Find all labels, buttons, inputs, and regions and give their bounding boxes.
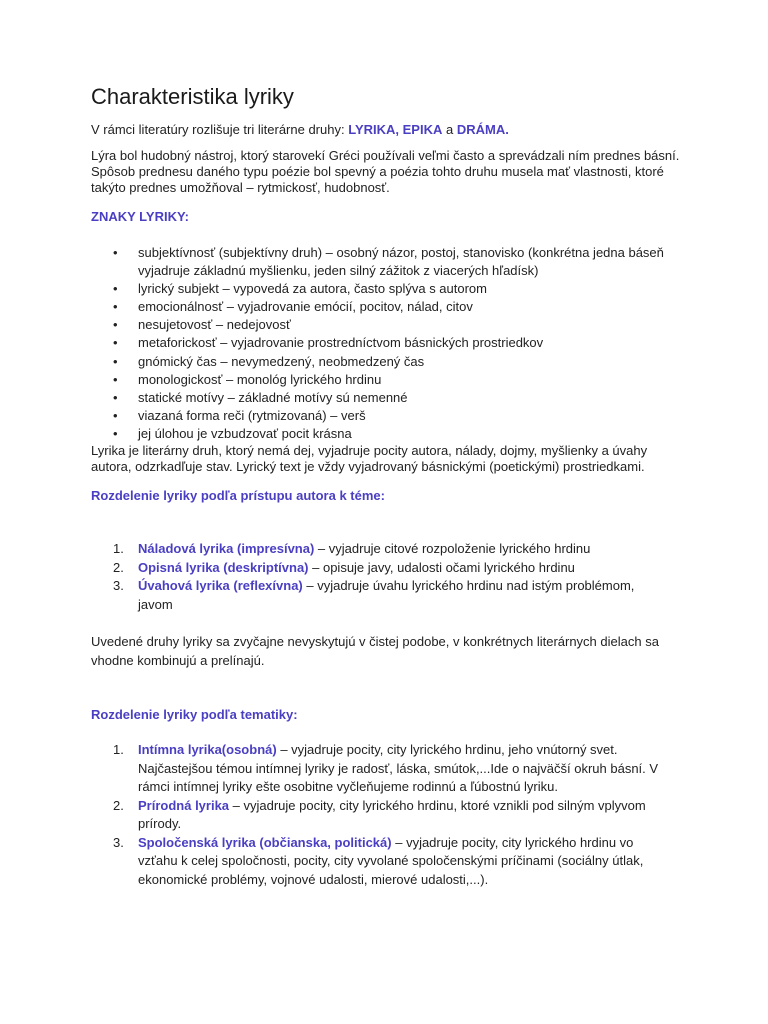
intro-term-lyrika-epika: LYRIKA, EPIKA bbox=[348, 122, 443, 137]
list-text: – vyjadruje pocity, city lyrického hrdinu vo vzťahu k celej spoločnosti, pocity, city vyvolané spoločenskými príčinami (sociálny útlak, ekonomické problémy, vojnové udalosti, mierové udalosti,...). bbox=[138, 834, 644, 887]
lyra-paragraph: Lýra bol hudobný nástroj, ktorý starovekí Gréci používali veľmi často a sprevádzali ním prednes básní. Spôsob prednesu daného typu poézie bol spevný a poézia tohto druhu musela mať vlastnosti, ktoré takýto prednes umožňoval – rytmickosť, hudobnosť. bbox=[91, 148, 680, 195]
list-number: 2. bbox=[113, 797, 124, 813]
lyrika-definition-paragraph: Lyrika je literárny druh, ktorý nemá dej, vyjadruje pocity autora, nálady, dojmy, myšlienky a úvahy autora, odzrkadľuje stav. Lyrický text je vždy vyjadrovaný básnickými (poetickými) prostriedkami. bbox=[91, 443, 648, 474]
approach-list bbox=[113, 540, 669, 614]
signs-list bbox=[113, 244, 673, 443]
approach-heading: Rozdelenie lyriky podľa prístupu autora k téme: bbox=[91, 488, 385, 503]
list-item bbox=[113, 577, 669, 614]
page-title: Charakteristika lyriky bbox=[91, 84, 294, 109]
list-text: – vyjadruje pocity, city lyrického hrdinu, jeho vnútorný svet. Najčastejšou témou intímnej lyriky je radosť, láska, smútok,...Ide o najväčší okruh básní. V rámci intímnej lyriky ešte osobitne vyčleňujeme rodinnú a ľúbostnú lyriku. bbox=[138, 742, 659, 794]
theme-heading: Rozdelenie lyriky podľa tematiky: bbox=[91, 707, 298, 722]
signs-heading: ZNAKY LYRIKY: bbox=[91, 209, 189, 224]
intro-prefix: V rámci literatúry rozlišuje tri literárne druhy: bbox=[91, 122, 349, 137]
list-number: 1. bbox=[113, 541, 124, 556]
list-item: • emocionálnosť – vyjadrovanie emócií, pocitov, nálad, citov bbox=[113, 298, 673, 316]
list-term: Intímna lyrika(osobná) bbox=[138, 742, 277, 757]
list-item: • nesujetovosť – nedejovosť bbox=[113, 316, 673, 334]
list-term: Spoločenská lyrika (občianska, politická) bbox=[138, 834, 392, 850]
list-item bbox=[113, 540, 669, 559]
list-item bbox=[113, 559, 669, 578]
intro-paragraph bbox=[91, 122, 509, 138]
list-number: 1. bbox=[113, 742, 124, 757]
list-item: • subjektívnosť (subjektívny druh) – osobný názor, postoj, stanovisko (konkrétna jedna báseň vyjadruje základnú myšlienku, jeden silný zážitok z viacerých hľadísk) bbox=[113, 244, 673, 280]
combination-paragraph: Uvedené druhy lyriky sa zvyčajne nevyskytujú v čistej podobe, v konkrétnych literárnych dielach sa vhodne kombinujú a prelínajú. bbox=[91, 634, 659, 668]
list-item bbox=[113, 834, 669, 890]
list-term: Prírodná lyrika bbox=[138, 797, 230, 813]
list-item: • metaforickosť – vyjadrovanie prostredníctvom básnických prostriedkov bbox=[113, 334, 673, 352]
list-item: • gnómický čas – nevymedzený, neobmedzený čas bbox=[113, 353, 673, 371]
intro-term-drama: DRÁMA. bbox=[456, 122, 509, 137]
list-term: Náladová lyrika (impresívna) bbox=[138, 541, 315, 556]
list-number: 2. bbox=[113, 559, 124, 575]
list-term: Opisná lyrika (deskriptívna) bbox=[138, 559, 309, 575]
list-item bbox=[113, 797, 669, 834]
list-text: – vyjadruje pocity, city lyrického hrdinu, ktoré vznikli pod silným vplyvom prírody. bbox=[138, 797, 646, 831]
intro-mid: a bbox=[442, 122, 457, 137]
list-number: 3. bbox=[113, 834, 124, 850]
list-item: • monologickosť – monológ lyrického hrdinu bbox=[113, 371, 673, 389]
list-item: • viazaná forma reči (rytmizovaná) – verš bbox=[113, 407, 673, 425]
theme-list bbox=[113, 741, 669, 889]
list-item: • statické motívy – základné motívy sú nemenné bbox=[113, 389, 673, 407]
list-item: • jej úlohou je vzbudzovať pocit krásna bbox=[113, 425, 673, 443]
list-term: Úvahová lyrika (reflexívna) bbox=[138, 578, 303, 593]
list-text: – vyjadruje citové rozpoloženie lyrického hrdinu bbox=[314, 541, 591, 556]
list-text: – vyjadruje úvahu lyrického hrdinu nad istým problémom, javom bbox=[138, 578, 635, 612]
list-item: • lyrický subjekt – vypovedá za autora, často splýva s autorom bbox=[113, 280, 673, 298]
list-number: 3. bbox=[113, 578, 124, 593]
list-text: – opisuje javy, udalosti očami lyrického hrdinu bbox=[308, 559, 575, 575]
list-item bbox=[113, 741, 669, 797]
